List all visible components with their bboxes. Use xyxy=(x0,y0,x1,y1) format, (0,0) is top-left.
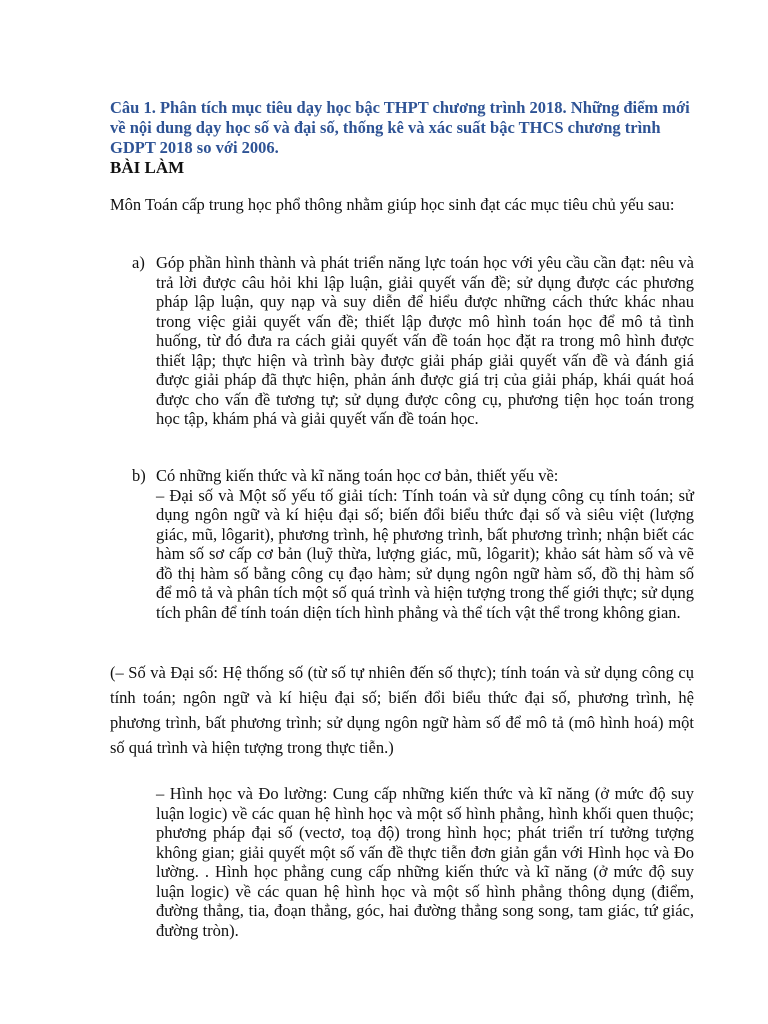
list-marker-b: b) xyxy=(132,466,146,485)
geometry-paragraph: – Hình học và Đo lường: Cung cấp những kiến thức và kĩ năng (ở mức độ suy luận logic) về các quan hệ hình học và một số hình phẳng, hình khối quen thuộc; phương pháp đại số (vectơ, toạ độ) trong hình học; phát triển trí tưởng tượng không gian; giải quyết một số vấn đề thực tiễn đơn giản gắn với Hình học và Đo lường. . Hình học phẳng cung cấp những kiến thức và kĩ năng (ở mức độ suy luận logic) về các quan hệ hình học và một số hình phẳng thông dụng (điểm, đường thẳng, tia, đoạn thẳng, góc, hai đường thẳng song song, tam giác, tứ giác, đường tròn). xyxy=(156,784,694,940)
intro-paragraph: Môn Toán cấp trung học phổ thông nhằm giúp học sinh đạt các mục tiêu chủ yếu sau: xyxy=(110,195,675,214)
answer-heading: BÀI LÀM xyxy=(110,158,185,177)
list-item-b-intro: Có những kiến thức và kĩ năng toán học cơ bản, thiết yếu về: xyxy=(156,466,559,485)
number-algebra-paragraph: (– Số và Đại số: Hệ thống số (từ số tự nhiên đến số thực); tính toán và sử dụng công cụ tính toán; ngôn ngữ và kí hiệu đại số; biến đổi biểu thức đại số, phương trình, hệ phương trình, bất phương trình; sử dụng ngôn ngữ hàm số để mô tả (mô hình hoá) một số quá trình và hiện tượng trong thực tiễn.) xyxy=(110,663,694,757)
list-item-a-text: Góp phần hình thành và phát triển năng lực toán học với yêu cầu cần đạt: nêu và trả lời được câu hỏi khi lập luận, giải quyết vấn đề; sử dụng được các phương pháp lập luận, quy nạp và suy diễn để hiểu được những cách thức khác nhau trong việc giải quyết vấn đề; thiết lập được mô hình toán học để mô tả tình huống, từ đó đưa ra cách giải quyết vấn đề toán học đặt ra trong mô hình được thiết lập; thực hiện và trình bày được giải pháp giải quyết vấn đề và đánh giá được giải pháp đã thực hiện, phản ánh được giá trị của giải pháp, khái quát hoá được cho vấn đề tương tự; sử dụng được công cụ, phương tiện học toán trong học tập, khám phá và giải quyết vấn đề toán học. xyxy=(156,253,694,428)
list-item-b-body xyxy=(156,466,694,622)
question-title: Câu 1. Phân tích mục tiêu dạy học bậc THPT chương trình 2018. Những điểm mới về nội dung dạy học số và đại số, thống kê và xác suất bậc THCS chương trình GDPT 2018 so với 2006. xyxy=(110,98,690,157)
algebra-paragraph: – Đại số và Một số yếu tố giải tích: Tính toán và sử dụng công cụ tính toán; sử dụng ngôn ngữ và kí hiệu đại số; biến đổi biểu thức đại số và siêu việt (lượng giác, mũ, lôgarit), phương trình, hệ phương trình, bất phương trình; nhận biết các hàm số sơ cấp cơ bản (luỹ thừa, lượng giác, mũ, lôgarit); khảo sát hàm số và vẽ đồ thị hàm số bằng công cụ đạo hàm; sử dụng ngôn ngữ hàm số, đồ thị hàm số để mô tả và phân tích một số quá trình và hiện tượng trong thế giới thực; sử dụng tích phân để tính toán diện tích hình phẳng và thể tích vật thể trong không gian. xyxy=(156,485,694,622)
list-marker-a: a) xyxy=(132,253,145,272)
